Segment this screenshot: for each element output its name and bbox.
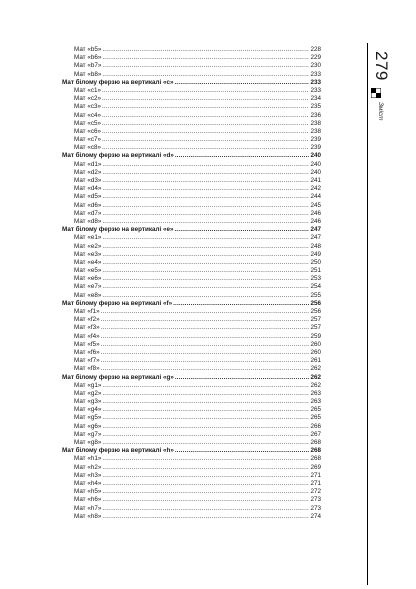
dot-leader — [102, 62, 309, 70]
toc-entry-label: Мат «e5» — [74, 267, 102, 275]
toc-entry-row — [62, 365, 321, 373]
toc-entry-label: Мат «c3» — [74, 103, 101, 111]
dot-leader — [101, 341, 310, 349]
toc-entry-page: 239 — [310, 144, 321, 152]
toc-entry-row — [62, 382, 321, 390]
dot-leader — [175, 374, 310, 382]
table-of-contents — [62, 46, 321, 521]
dot-leader — [102, 267, 309, 275]
toc-entry-label: Мат «d6» — [74, 201, 102, 209]
toc-entry-row — [62, 71, 321, 79]
dot-leader — [101, 316, 310, 324]
toc-entry-page: 253 — [310, 275, 321, 283]
toc-entry-page: 248 — [310, 242, 321, 250]
toc-entry-page: 263 — [310, 398, 321, 406]
toc-entry-page: 241 — [310, 177, 321, 184]
dot-leader — [102, 71, 309, 79]
toc-entry-label: Мат «f8» — [74, 365, 100, 373]
margin-rule — [367, 43, 368, 585]
toc-entry-page: 267 — [310, 430, 321, 438]
toc-entry-row — [62, 472, 321, 480]
toc-entry-label: Мат «c4» — [74, 111, 101, 119]
toc-entry-label: Мат «d1» — [74, 160, 102, 168]
toc-entry-page: 239 — [310, 136, 321, 144]
toc-entry-page: 266 — [310, 422, 321, 430]
dot-leader — [102, 136, 310, 144]
toc-entry-label: Мат «d7» — [74, 209, 102, 217]
toc-entry-label: Мат «f4» — [74, 332, 100, 340]
toc-entry-row — [62, 112, 321, 120]
toc-entry-page: 238 — [310, 119, 321, 127]
toc-entry-page: 263 — [310, 389, 321, 397]
toc-entry-label: Мат «g6» — [74, 422, 102, 430]
toc-entry-label: Мат «h4» — [74, 479, 102, 487]
toc-entry-page: 230 — [310, 62, 321, 70]
toc-entry-row — [62, 455, 321, 463]
toc-entry-page: 246 — [310, 217, 321, 225]
toc-entry-row — [62, 103, 321, 111]
toc-entry-page: 250 — [310, 258, 321, 266]
toc-entry-page: 261 — [310, 357, 321, 365]
toc-entry-label: Мат «h8» — [74, 512, 102, 520]
toc-entry-label: Мат «b7» — [74, 62, 102, 70]
toc-entry-label: Мат «h2» — [74, 463, 102, 471]
toc-entry-label: Мат білому ферзю на вертикалі «c» — [62, 78, 174, 86]
toc-entry-page: 245 — [310, 201, 321, 209]
toc-entry-label: Мат «f2» — [74, 316, 100, 324]
toc-entry-row — [62, 423, 321, 431]
toc-entry-label: Мат «f3» — [74, 324, 100, 332]
toc-entry-label: Мат «f6» — [74, 348, 100, 356]
dot-leader — [102, 103, 310, 111]
dot-leader — [102, 431, 309, 439]
dot-leader — [102, 283, 309, 291]
dot-leader — [102, 128, 310, 136]
toc-entry-row — [62, 324, 321, 332]
toc-entry-page: 257 — [310, 316, 321, 324]
dot-leader — [102, 243, 309, 251]
toc-entry-row — [62, 193, 321, 201]
toc-entry-label: Мат «h5» — [74, 488, 102, 496]
dot-leader — [102, 488, 309, 496]
toc-section-row — [62, 300, 321, 308]
dot-leader — [102, 177, 309, 185]
dot-leader — [102, 414, 309, 422]
toc-entry-label: Мат «h3» — [74, 471, 102, 479]
toc-entry-label: Мат білому ферзю на вертикалі «d» — [62, 152, 174, 160]
dot-leader — [173, 300, 309, 308]
toc-entry-label: Мат «b6» — [74, 54, 102, 62]
toc-entry-page: 233 — [310, 70, 321, 78]
dot-leader — [175, 447, 310, 455]
toc-entry-row — [62, 505, 321, 513]
toc-entry-page: 235 — [310, 103, 321, 111]
toc-entry-page: 233 — [310, 78, 321, 86]
toc-entry-page: 247 — [310, 234, 321, 242]
toc-entry-row — [62, 480, 321, 488]
toc-entry-row — [62, 46, 321, 54]
toc-entry-row — [62, 406, 321, 414]
dot-leader — [102, 120, 310, 128]
toc-entry-row — [62, 177, 321, 185]
page-number-text: 279 — [372, 51, 391, 81]
toc-entry-row — [62, 496, 321, 504]
dot-leader — [175, 152, 310, 160]
dot-leader — [102, 513, 309, 521]
toc-section-row — [62, 447, 321, 455]
toc-entry-page: 268 — [310, 455, 321, 463]
toc-entry-row — [62, 120, 321, 128]
dot-leader — [102, 439, 309, 447]
toc-entry-row — [62, 275, 321, 283]
toc-entry-label: Мат «e8» — [74, 291, 102, 299]
toc-entry-page: 259 — [310, 332, 321, 340]
dot-leader — [102, 251, 309, 259]
toc-entry-page: 240 — [310, 168, 321, 176]
toc-entry-row — [62, 54, 321, 62]
toc-entry-page: 236 — [310, 111, 321, 119]
dot-leader — [102, 496, 309, 504]
toc-section-row — [62, 226, 321, 234]
dot-leader — [102, 95, 310, 103]
toc-entry-page: 273 — [310, 496, 321, 504]
toc-entry-label: Мат «g7» — [74, 430, 102, 438]
toc-entry-label: Мат «d5» — [74, 193, 102, 201]
toc-entry-label: Мат «e6» — [74, 275, 102, 283]
toc-entry-page: 234 — [310, 95, 321, 103]
toc-entry-row — [62, 341, 321, 349]
toc-entry-page: 273 — [310, 504, 321, 512]
toc-entry-label: Мат «c5» — [74, 119, 101, 127]
toc-entry-row — [62, 333, 321, 341]
toc-entry-label: Мат «c7» — [74, 136, 101, 144]
toc-entry-label: Мат «d3» — [74, 177, 102, 184]
toc-entry-row — [62, 251, 321, 259]
toc-entry-label: Мат «c1» — [74, 86, 101, 94]
toc-entry-page: 256 — [310, 308, 321, 315]
toc-entry-label: Мат білому ферзю на вертикалі «g» — [62, 373, 174, 381]
toc-entry-label: Мат «e3» — [74, 250, 102, 258]
toc-entry-page: 255 — [310, 291, 321, 299]
toc-entry-page: 274 — [310, 512, 321, 520]
toc-entry-label: Мат «b8» — [74, 70, 102, 78]
toc-entry-page: 262 — [310, 373, 321, 381]
toc-entry-label: Мат «g3» — [74, 398, 102, 406]
dot-leader — [101, 333, 310, 341]
dot-leader — [102, 390, 309, 398]
toc-entry-label: Мат «g2» — [74, 389, 102, 397]
toc-entry-label: Мат «c2» — [74, 95, 101, 103]
toc-entry-label: Мат білому ферзю на вертикалі «e» — [62, 226, 174, 234]
toc-entry-label: Мат «e2» — [74, 242, 102, 250]
toc-entry-label: Мат «d8» — [74, 217, 102, 225]
toc-entry-row — [62, 87, 321, 95]
toc-entry-page: 260 — [310, 340, 321, 348]
toc-entry-page: 244 — [310, 193, 321, 201]
toc-entry-row — [62, 218, 321, 226]
dot-leader — [102, 259, 309, 267]
dot-leader — [102, 218, 309, 226]
dot-leader — [101, 349, 310, 357]
toc-entry-label: Мат «e7» — [74, 283, 102, 291]
dot-leader — [102, 46, 309, 54]
toc-entry-page: 265 — [310, 414, 321, 422]
toc-entry-label: Мат «f1» — [74, 308, 100, 315]
toc-entry-page: 247 — [310, 226, 321, 234]
toc-entry-label: Мат білому ферзю на вертикалі «f» — [62, 299, 173, 307]
toc-entry-label: Мат білому ферзю на вертикалі «h» — [62, 447, 174, 455]
toc-entry-page: 229 — [310, 54, 321, 62]
toc-entry-row — [62, 308, 321, 316]
dot-leader — [101, 324, 310, 332]
toc-section-row — [62, 374, 321, 382]
toc-entry-row — [62, 95, 321, 103]
toc-entry-label: Мат «h6» — [74, 496, 102, 504]
toc-entry-row — [62, 439, 321, 447]
toc-entry-page: 265 — [310, 406, 321, 414]
toc-entry-page: 240 — [310, 160, 321, 168]
toc-entry-row — [62, 488, 321, 496]
toc-entry-row — [62, 390, 321, 398]
toc-section-row — [62, 79, 321, 87]
toc-entry-label: Мат «d2» — [74, 168, 102, 176]
toc-entry-row — [62, 267, 321, 275]
dot-leader — [102, 292, 309, 300]
toc-entry-page: 262 — [310, 381, 321, 389]
toc-entry-row — [62, 161, 321, 169]
toc-entry-label: Мат «h1» — [74, 455, 102, 463]
dot-leader — [102, 185, 309, 193]
toc-entry-page: 257 — [310, 324, 321, 332]
dot-leader — [101, 357, 310, 365]
toc-entry-row — [62, 349, 321, 357]
toc-entry-page: 228 — [310, 46, 321, 53]
dot-leader — [102, 202, 309, 210]
toc-entry-row — [62, 513, 321, 521]
toc-entry-row — [62, 357, 321, 365]
toc-entry-label: Мат «e1» — [74, 234, 102, 242]
toc-entry-page: 269 — [310, 463, 321, 471]
toc-entry-label: Мат «f5» — [74, 340, 100, 348]
dot-leader — [102, 398, 309, 406]
toc-entry-row — [62, 259, 321, 267]
dot-leader — [174, 226, 309, 234]
toc-entry-row — [62, 292, 321, 300]
dot-leader — [102, 406, 309, 414]
toc-entry-page: 246 — [310, 209, 321, 217]
toc-entry-label: Мат «e4» — [74, 258, 102, 266]
toc-section-row — [62, 152, 321, 160]
toc-entry-row — [62, 202, 321, 210]
dot-leader — [102, 54, 309, 62]
toc-entry-page: 240 — [310, 152, 321, 160]
dot-leader — [102, 193, 309, 201]
toc-entry-page: 260 — [310, 348, 321, 356]
toc-entry-label: Мат «h7» — [74, 504, 102, 512]
page-number — [369, 51, 391, 83]
toc-entry-label: Мат «b5» — [74, 46, 102, 53]
toc-entry-label: Мат «d4» — [74, 185, 102, 193]
toc-entry-page: 262 — [310, 365, 321, 373]
toc-entry-page: 233 — [310, 86, 321, 94]
dot-leader — [101, 365, 310, 373]
toc-entry-row — [62, 398, 321, 406]
toc-entry-row — [62, 210, 321, 218]
dot-leader — [101, 308, 310, 316]
dot-leader — [174, 79, 309, 87]
toc-entry-row — [62, 283, 321, 291]
toc-entry-page: 271 — [310, 479, 321, 487]
toc-entry-page: 254 — [310, 283, 321, 291]
chessboard-icon — [371, 88, 381, 98]
toc-entry-row — [62, 128, 321, 136]
toc-entry-row — [62, 414, 321, 422]
toc-entry-label: Мат «g8» — [74, 439, 102, 446]
toc-entry-row — [62, 431, 321, 439]
dot-leader — [102, 112, 310, 120]
toc-entry-label: Мат «g5» — [74, 414, 102, 422]
toc-entry-row — [62, 243, 321, 251]
toc-entry-row — [62, 169, 321, 177]
toc-entry-label: Мат «c6» — [74, 127, 101, 135]
toc-entry-page: 268 — [310, 439, 321, 446]
dot-leader — [102, 275, 309, 283]
toc-entry-label: Мат «g4» — [74, 406, 102, 414]
dot-leader — [102, 423, 309, 431]
toc-entry-label: Мат «c8» — [74, 144, 101, 152]
toc-entry-page: 238 — [310, 127, 321, 135]
dot-leader — [102, 455, 309, 463]
toc-entry-label: Мат «f7» — [74, 357, 100, 365]
dot-leader — [102, 87, 310, 95]
toc-entry-page: 268 — [310, 447, 321, 455]
toc-entry-page: 272 — [310, 488, 321, 496]
toc-entry-page: 251 — [310, 267, 321, 275]
toc-entry-page: 256 — [310, 299, 321, 307]
dot-leader — [102, 234, 309, 242]
toc-entry-page: 271 — [310, 471, 321, 479]
toc-entry-page: 249 — [310, 250, 321, 258]
dot-leader — [102, 161, 309, 169]
dot-leader — [102, 505, 309, 513]
running-header — [374, 102, 386, 130]
toc-entry-row — [62, 136, 321, 144]
toc-entry-row — [62, 62, 321, 70]
dot-leader — [102, 382, 309, 390]
dot-leader — [102, 210, 309, 218]
running-header-text: Зміст — [377, 102, 384, 121]
dot-leader — [102, 480, 309, 488]
dot-leader — [102, 169, 309, 177]
toc-entry-label: Мат «g1» — [74, 381, 102, 389]
dot-leader — [102, 472, 309, 480]
toc-entry-row — [62, 234, 321, 242]
toc-entry-row — [62, 464, 321, 472]
toc-entry-row — [62, 185, 321, 193]
toc-entry-page: 242 — [310, 185, 321, 193]
toc-entry-row — [62, 316, 321, 324]
dot-leader — [102, 464, 309, 472]
